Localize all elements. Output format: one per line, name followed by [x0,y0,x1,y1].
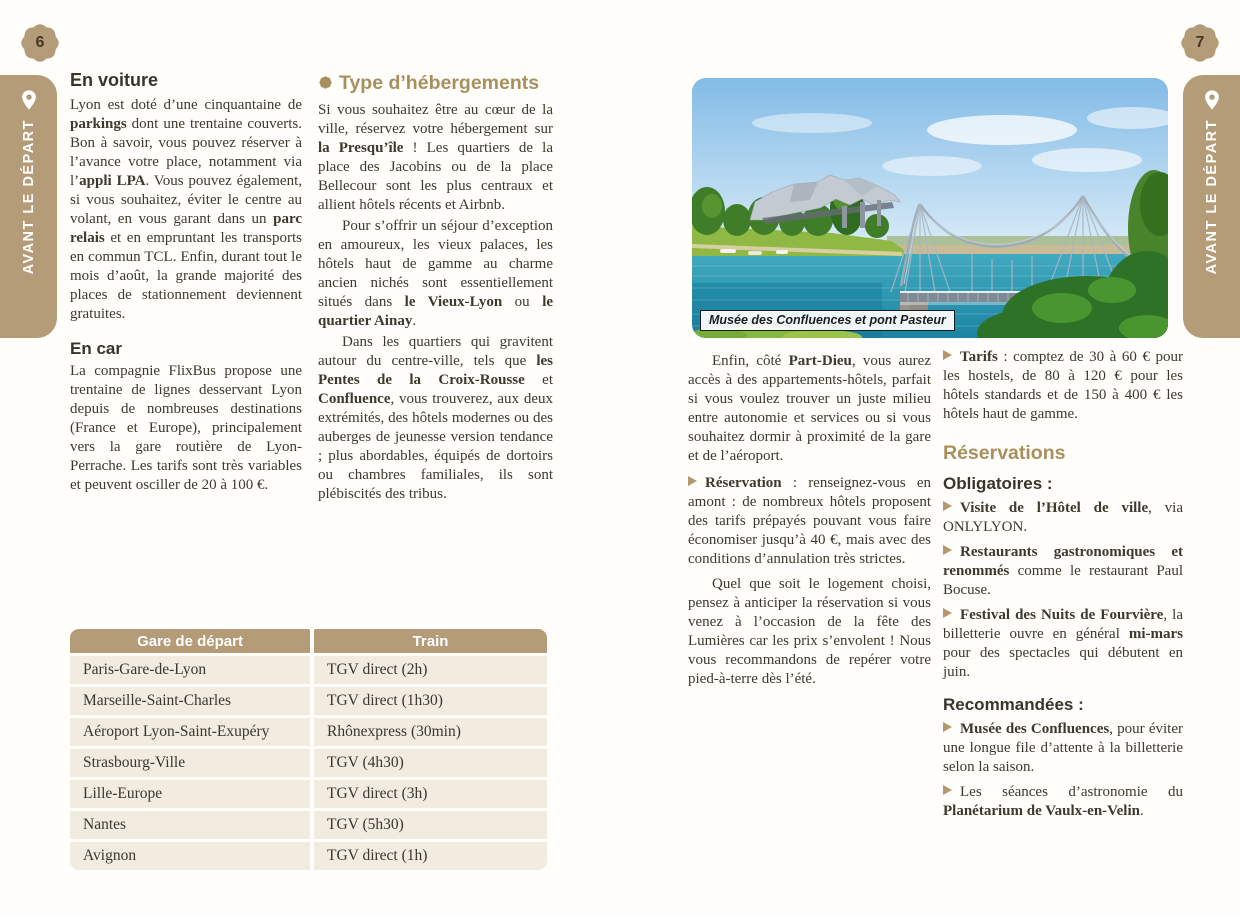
chapter-tab-left [0,75,57,338]
paragraph: Enfin, côté Part-Dieu, vous aurez accès à des appartements-hôtels, parfait si vous voulez trouver un juste milieu entre autonomie et services ou si vous souhaitez dormir à proximité de la gare et de l’aéroport. [688,353,931,464]
bullet-item: Les séances d’astronomie du Planétarium de Vaulx-en-Velin. [943,784,1183,819]
table-row [70,718,547,746]
cell-train: TGV (4h30) [314,749,547,777]
bullet-item-tarifs: Tarifs : comptez de 30 à 60 € pour les hostels, de 80 à 120 € pour les hôtels standards et de 150 à 400 € les hôtels haut de gamme. [943,349,1183,422]
subheading-obligatoires: Obligatoires : [943,474,1053,493]
cell-train: Rhônexpress (30min) [314,718,547,746]
cell-train: TGV direct (1h) [314,842,547,870]
arrow-bullet-icon [943,545,952,555]
paragraph: Quel que soit le logement choisi, pensez à anticiper la réservation si vous venez à l’occasion de la fête des Lumières car les prix s’envolent ! Nous vous recommandons de repérer votre pied-à-terre dès l’été. [688,576,931,687]
subheading-recommandees: Recommandées : [943,695,1084,714]
cell-gare: Lille-Europe [70,780,310,808]
section-heading-en-car: En car [70,339,122,358]
chapter-tab-label: AVANT LE DÉPART [20,119,37,275]
table-header-train: Train [314,629,547,653]
photo-illustration [692,78,1168,338]
flower-bullet-icon [318,75,333,90]
page-number-badge-right [1177,20,1223,66]
table-row [70,842,547,870]
table-row [70,687,547,715]
arrow-bullet-icon [943,722,952,732]
table-row [70,656,547,684]
cell-gare: Marseille-Saint-Charles [70,687,310,715]
arrow-bullet-icon [943,608,952,618]
page-number: 6 [35,34,45,51]
arrow-bullet-icon [943,501,952,511]
cell-gare: Aéroport Lyon-Saint-Exupéry [70,718,310,746]
arrow-bullet-icon [943,350,952,360]
chapter-tab-right [1183,75,1240,338]
section-heading-type-hebergements [318,72,553,95]
table-row [70,811,547,839]
arrow-bullet-icon [688,476,697,486]
cell-gare: Nantes [70,811,310,839]
paragraph: Si vous souhaitez être au cœur de la ville, réservez votre hébergement sur la Presqu’île ! Les quartiers de la place des Jacobins ou de la place Bellecour sont les plus centraux et allient hôtels récents et Airbnb. [318,102,553,213]
chapter-tab-label: AVANT LE DÉPART [1203,119,1220,275]
cell-train: TGV direct (3h) [314,780,547,808]
bullet-item: Visite de l’Hôtel de ville, via ONLYLYON. [943,500,1184,535]
paragraph: Lyon est doté d’une cinquantaine de parkings dont une trentaine couverts. Bon à savoir, vous pouvez réserver à l’avance votre place, notamment via l’appli LPA. Vous pouvez également, si vous souhaitez, éviter le centre au volant, en vous garant dans un parc relais et en empruntant les transports en commun TCL. Enfin, durant tout le mois d’août, la grande majorité des places de stationnement deviennent gratuites. [70,97,302,322]
page-number: 7 [1195,34,1205,51]
cell-train: TGV direct (1h30) [314,687,547,715]
photo-caption: Musée des Confluences et pont Pasteur [700,310,955,331]
right-page-column-1 [688,352,931,691]
bullet-item: Festival des Nuits de Fourvière, la billetterie ouvre en général mi-mars pour des spectacles qui débutent en juin. [943,607,1183,680]
map-pin-icon [18,89,40,111]
bullet-item: Musée des Confluences, pour éviter une longue file d’attente à la billetterie selon la saison. [943,721,1183,775]
cell-train: TGV direct (2h) [314,656,547,684]
right-page-column-2 [943,348,1183,827]
map-pin-icon [1201,89,1223,111]
paragraph: Dans les quartiers qui gravitent autour du centre-ville, tels que les Pentes de la Croix-Rousse et Confluence, vous trouverez, aux deux extrémités, des hôtels modernes ou des auberges de jeunesse version tendance ; plus abordables, équipés de dortoirs ou chambres familiales, ils sont plébiscités des tribus. [318,334,554,502]
cell-gare: Avignon [70,842,310,870]
section-heading-en-voiture: En voiture [70,70,159,90]
cell-train: TGV (5h30) [314,811,547,839]
page-number-badge-left [17,20,63,66]
left-page-column-2 [318,72,553,506]
arrow-bullet-icon [943,785,952,795]
paragraph: La compagnie FlixBus propose une trentaine de lignes desservant Lyon depuis de nombreuses destinations (France et Europe), principalement vers la gare routière de Lyon-Perrache. Les tarifs sont très variables et peuvent osciller de 20 à 100 €. [70,363,302,493]
table-row [70,749,547,777]
photo-musee-confluences [692,78,1168,338]
section-heading-reservations: Réservations [943,442,1066,464]
train-departures-table [66,626,551,873]
cell-gare: Strasbourg-Ville [70,749,310,777]
bullet-item-reservation: Réservation : renseignez-vous en amont : de nombreux hôtels proposent des tarifs prépayés pouvant vous faire économiser jusqu’à 40 €, mais avec des conditions d’annulation très strictes. [688,475,931,567]
section-heading-label: Type d’hébergements [339,72,540,94]
paragraph: Pour s’offrir un séjour d’exception en amoureux, les vieux palaces, les hôtels haut de gamme au charme ancien nichés sont essentiellement situés dans le Vieux-Lyon ou le quartier Ainay. [318,218,554,329]
bullet-item: Restaurants gastronomiques et renommés comme le restaurant Paul Bocuse. [943,544,1183,598]
cell-gare: Paris-Gare-de-Lyon [70,656,310,684]
table-row [70,780,547,808]
left-page-column-1 [70,70,302,497]
table-header-gare: Gare de départ [70,629,310,653]
